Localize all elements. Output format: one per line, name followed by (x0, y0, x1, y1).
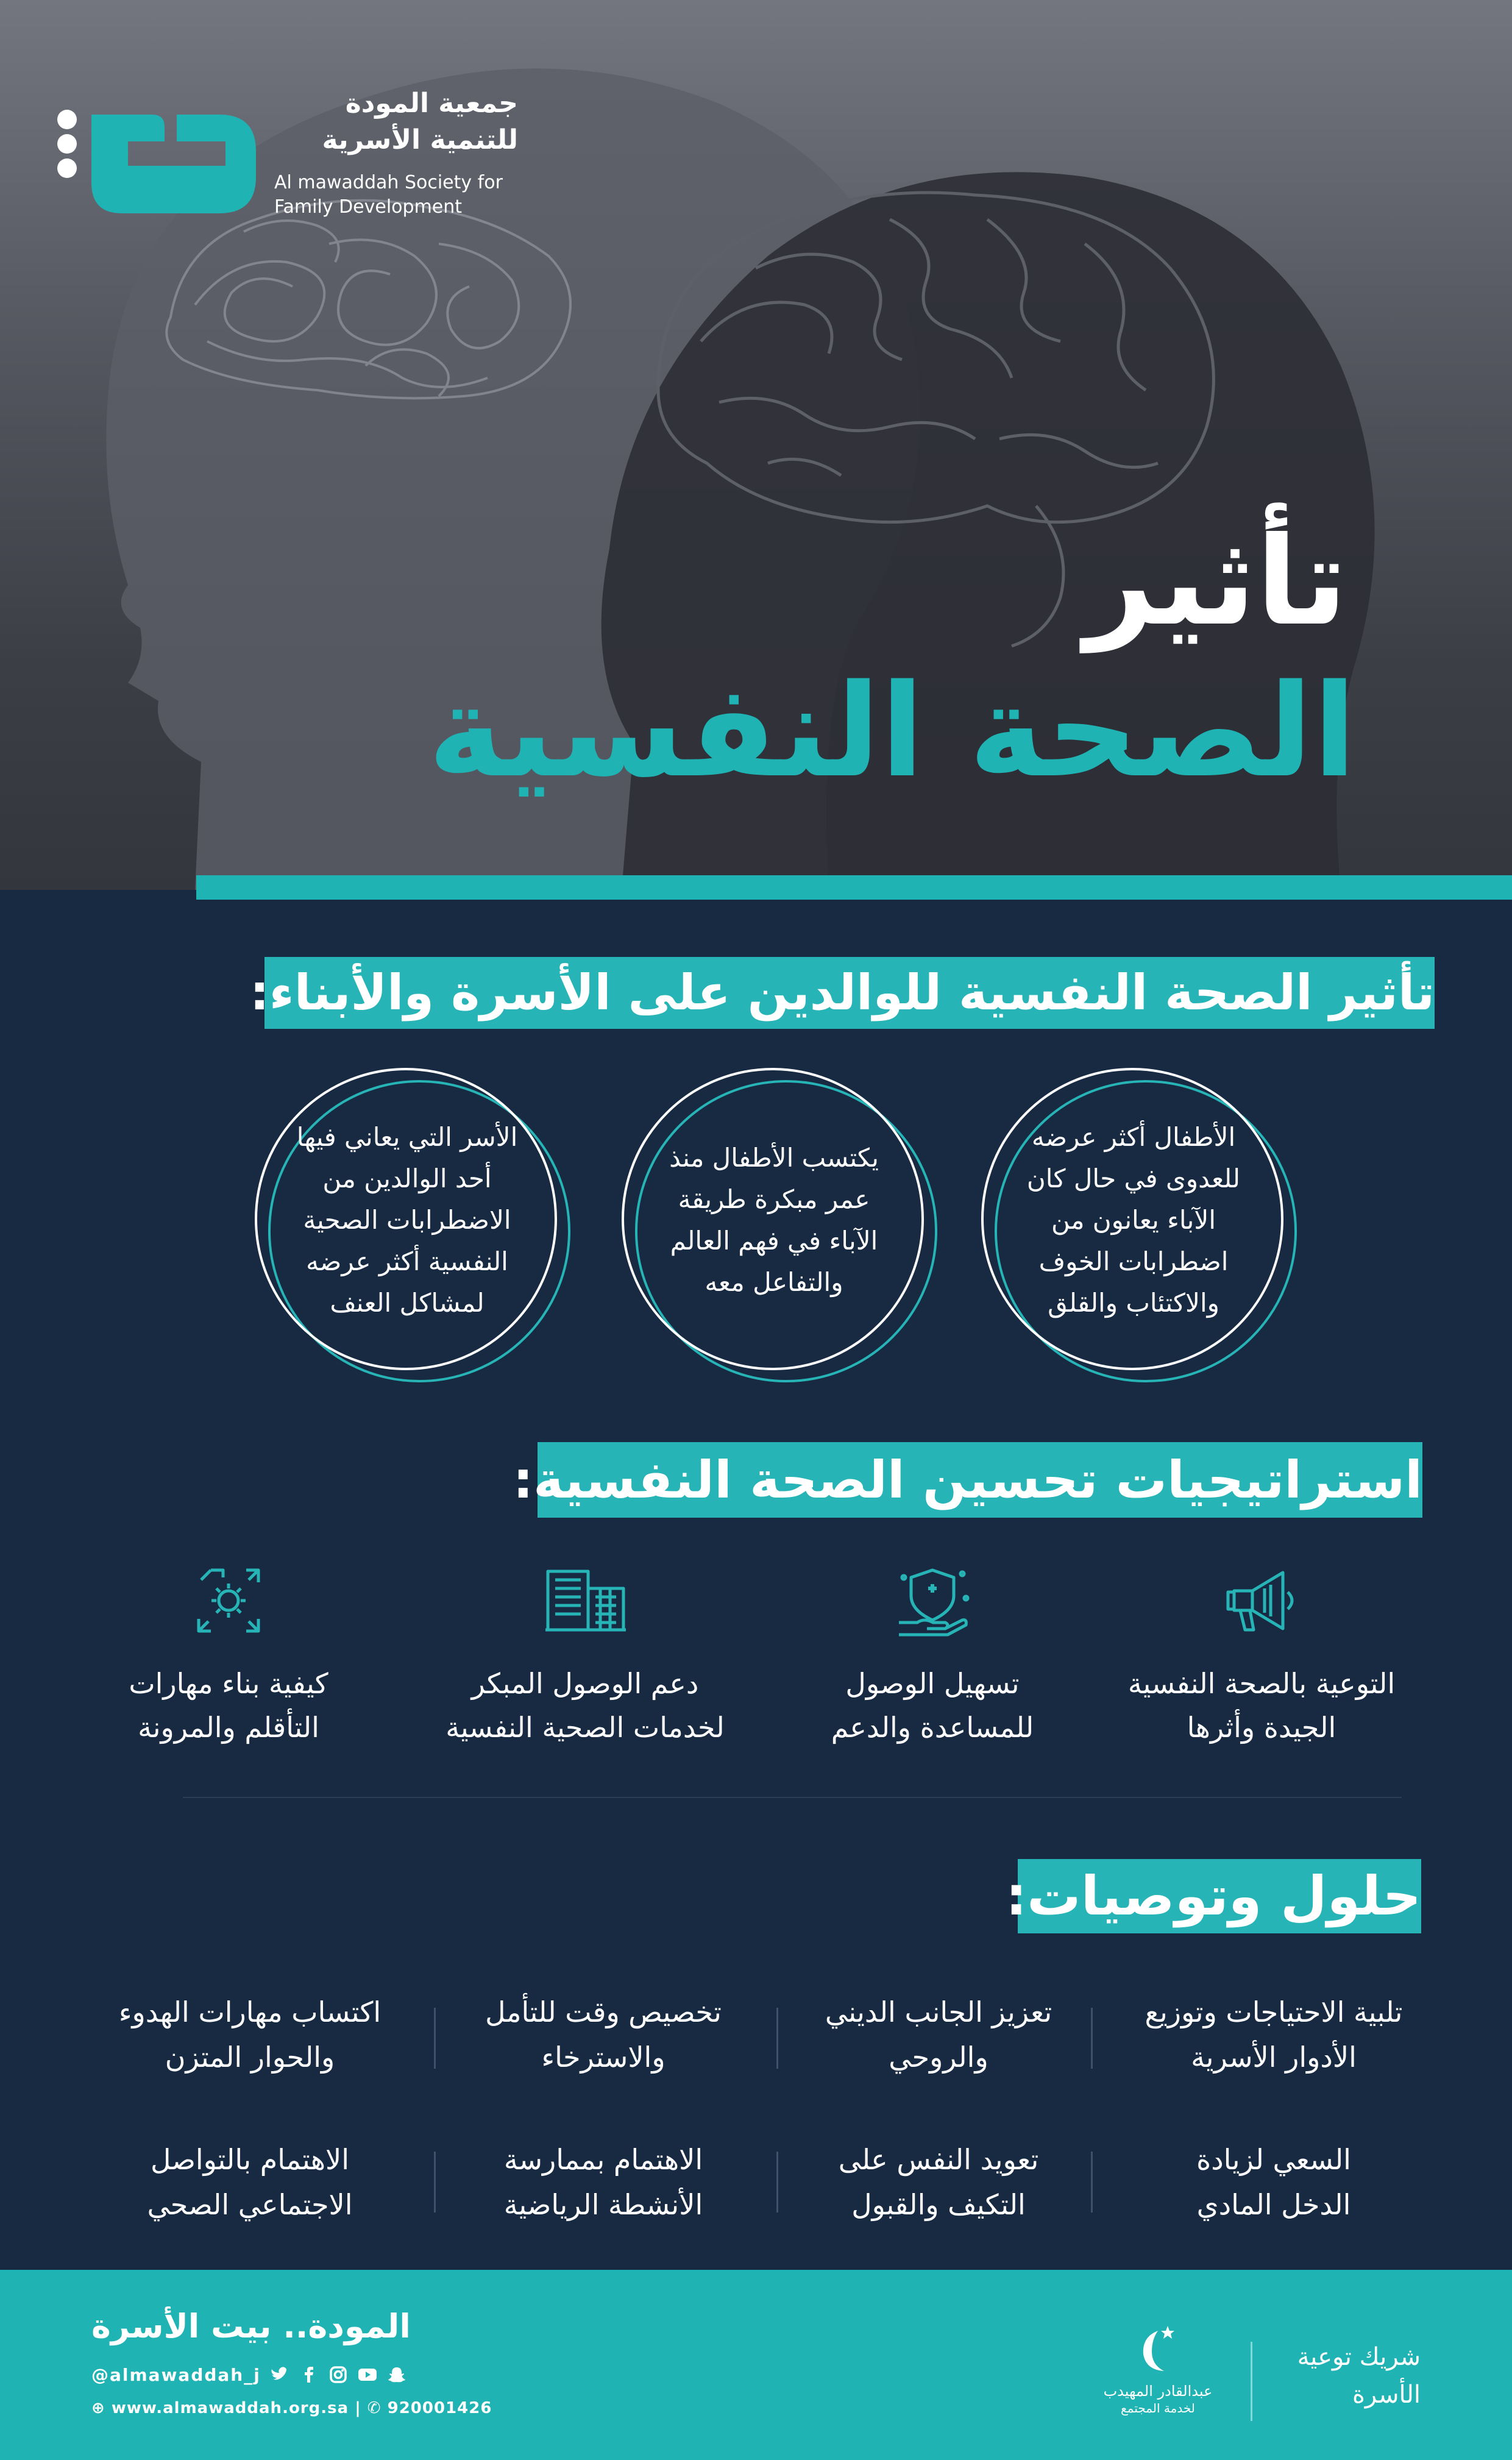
hero-title-line2: الصحة النفسية (427, 656, 1357, 806)
impact-1-line: الأطفال أكثر عرضه (1031, 1122, 1236, 1152)
logo-name-en-line2: Family Development (274, 196, 463, 218)
hero-title-line1: تأثير (1084, 511, 1347, 653)
megaphone-icon (1216, 1564, 1307, 1637)
impact-2-line: عمر مبكرة طريقة (678, 1184, 870, 1214)
website-link[interactable]: www.almawaddah.org.sa (111, 2399, 349, 2417)
strategy-4-line: التأقلم والمرونة (138, 1711, 319, 1744)
impact-circle-1 (981, 1068, 1298, 1385)
impact-circle-3-text (279, 1117, 535, 1324)
strategy-2-line: للمساعدة والدعم (831, 1711, 1034, 1744)
awareness-partner-label (1262, 2338, 1421, 2414)
solution-separator (776, 2008, 778, 2069)
impact-2-line: يكتسب الأطفال منذ (669, 1143, 879, 1173)
hero-accent-bar (196, 875, 1512, 900)
solution-line: تعزيز الجانب الديني (825, 1996, 1052, 2028)
facebook-icon[interactable] (299, 2366, 319, 2384)
solution-separator (776, 2152, 778, 2213)
logo-english-name (274, 171, 518, 219)
globe-icon: ⊕ (91, 2399, 105, 2417)
solution-line: الأدوار الأسرية (1191, 2041, 1357, 2074)
contact-separator: | (355, 2399, 367, 2417)
twitter-icon[interactable] (269, 2366, 290, 2384)
solution-line: السعي لزيادة (1196, 2143, 1351, 2176)
impact-2-line: والتفاعل معه (705, 1267, 843, 1297)
impact-section-title: تأثير الصحة النفسية للوالدين على الأسرة والأبناء: (264, 957, 1435, 1029)
logo-name-ar-line1: جمعية المودة (345, 88, 518, 119)
strategy-item-early-access (421, 1564, 750, 1749)
solution-line: اكتساب مهارات الهدوء (118, 1996, 382, 2028)
impact-2-line: الآباء في فهم العالم (670, 1226, 878, 1256)
solution-item (85, 1989, 414, 2080)
solution-line: الاهتمام بالتواصل (150, 2143, 350, 2176)
solution-line: والروحي (889, 2041, 988, 2074)
section-divider (183, 1797, 1402, 1798)
solution-item (1109, 2137, 1438, 2227)
impact-circle-3 (255, 1068, 572, 1385)
partner-line2: الأسرة (1352, 2381, 1421, 2409)
impact-1-line: الآباء يعانون من (1051, 1205, 1216, 1235)
solution-line: تلبية الاحتياجات وتوزيع (1145, 1996, 1403, 2028)
impact-3-line: الاضطرابات الصحية (303, 1205, 511, 1235)
solution-item (1109, 1989, 1438, 2080)
solution-item (85, 2137, 414, 2227)
solutions-section-title: حلول وتوصيات: (1018, 1859, 1421, 1933)
impact-circle-1-text (1006, 1117, 1262, 1324)
strategy-text (64, 1662, 393, 1749)
strategy-text (421, 1662, 750, 1749)
logo-arabic-name (274, 85, 518, 158)
solution-line: الاهتمام بممارسة (503, 2143, 703, 2176)
footer-slogan: المودة.. بيت الأسرة (91, 2307, 411, 2345)
impact-circle-2-text (646, 1117, 902, 1324)
impact-1-line: للعدوى في حال كان (1026, 1164, 1241, 1193)
strategy-1-line: التوعية بالصحة النفسية (1127, 1667, 1396, 1700)
solution-line: الدخل المادي (1196, 2188, 1351, 2221)
solution-line: الاجتماعي الصحي (147, 2188, 353, 2221)
snapchat-icon[interactable] (386, 2366, 407, 2384)
youtube-icon[interactable] (357, 2366, 378, 2384)
strategy-item-access-support (768, 1564, 1097, 1749)
solution-line: والاسترخاء (541, 2041, 665, 2074)
instagram-icon[interactable] (328, 2366, 349, 2384)
logo-name-ar-line2: للتنمية الأسرية (322, 124, 518, 155)
phone-number[interactable]: 920001426 (387, 2399, 492, 2417)
impact-3-line: الأسر التي يعاني فيها (296, 1122, 518, 1152)
impact-circle-2 (622, 1068, 939, 1385)
partner-line1: شريك توعية (1297, 2343, 1421, 2371)
solution-line: التكيف والقبول (851, 2188, 1026, 2221)
strategy-item-awareness (1097, 1564, 1426, 1749)
strategy-text (768, 1662, 1097, 1749)
impact-3-line: أحد الوالدين من (322, 1164, 492, 1193)
strategy-item-coping-skills (64, 1564, 393, 1749)
logo-name-en-line1: Al mawaddah Society for (274, 172, 503, 193)
solution-line: والحوار المتزن (165, 2041, 335, 2074)
sponsor-subtitle: لخدمة المجتمع (1121, 2401, 1195, 2416)
solution-item (439, 2137, 768, 2227)
solution-line: تخصيص وقت للتأمل (485, 1996, 722, 2028)
strategy-4-line: كيفية بناء مهارات (129, 1667, 328, 1700)
shield-hand-icon (887, 1564, 978, 1637)
solution-item (774, 1989, 1103, 2080)
strategy-text (1097, 1662, 1426, 1749)
solution-separator (434, 2008, 436, 2069)
footer-contact (91, 2399, 492, 2417)
impact-3-line: النفسية أكثر عرضه (306, 1246, 508, 1276)
strategy-3-line: دعم الوصول المبكر (471, 1667, 699, 1700)
organization-logo (55, 85, 518, 232)
strategies-section-title: استراتيجيات تحسين الصحة النفسية: (538, 1442, 1422, 1518)
solution-line: تعويد النفس على (838, 2143, 1039, 2176)
sponsor-name: عبدالقادر المهيدب (1103, 2383, 1213, 2400)
strategy-1-line: الجيدة وأثرها (1187, 1711, 1336, 1744)
social-handle[interactable]: @almawaddah_j (91, 2364, 261, 2385)
solution-item (774, 2137, 1103, 2227)
impact-1-line: اضطرابات الخوف (1038, 1246, 1229, 1276)
crescent-star-icon (1134, 2319, 1182, 2380)
solution-item (439, 1989, 768, 2080)
solution-separator (434, 2152, 436, 2213)
phone-icon: ✆ (367, 2399, 382, 2417)
solution-line: الأنشطة الرياضية (503, 2188, 703, 2221)
strategy-3-line: لخدمات الصحية النفسية (445, 1711, 725, 1744)
impact-3-line: لمشاكل العنف (330, 1288, 484, 1318)
hospital-building-icon (539, 1564, 631, 1637)
hero-section (0, 0, 1512, 890)
footer (0, 2270, 1512, 2460)
footer-separator (1251, 2342, 1252, 2421)
social-links (91, 2361, 407, 2388)
sponsor-logo (1085, 2319, 1231, 2416)
mawaddah-logo-icon (55, 85, 274, 232)
strategy-2-line: تسهيل الوصول (845, 1667, 1020, 1700)
impact-1-line: والاكتئاب والقلق (1048, 1288, 1219, 1318)
gear-arrows-icon (183, 1564, 274, 1637)
